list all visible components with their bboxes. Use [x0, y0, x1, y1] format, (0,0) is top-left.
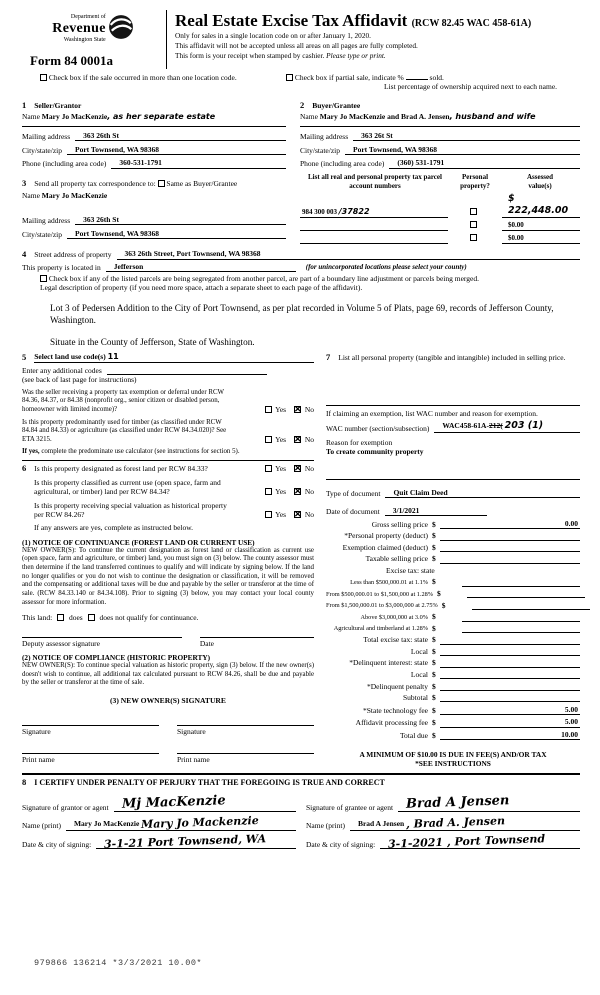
- legal-description-text: Lot 3 of Pedersen Addition to the City of Port Townsend, as per plat recorded in Volume 5 of Plats, page 69, records of Jefferson County, Washington.: [50, 302, 554, 326]
- buyer-phone-label: Phone (including area code): [300, 159, 385, 169]
- tax-row-label: Total due: [399, 730, 428, 740]
- tax-row-value[interactable]: [462, 578, 580, 587]
- owner-print-name-line[interactable]: Print name: [22, 753, 159, 764]
- wac-number-label: WAC number (section/subsection): [326, 423, 430, 433]
- assessed-value-col-header: Assessed value(s): [526, 172, 554, 190]
- tax-row-value[interactable]: 5.00: [440, 705, 580, 715]
- forest-land-question: 6 Is this property designated as forest land per RCW 84.33? Yes ✕ No: [22, 463, 314, 474]
- ownership-percentage-note: List percentage of ownership acquired next to each name.: [384, 82, 558, 92]
- no-checkbox[interactable]: [294, 511, 301, 518]
- form-number: Form 84 0001a: [30, 52, 114, 68]
- grantee-signature-label: Signature of grantee or agent: [306, 802, 394, 812]
- minimum-due-note: A MINIMUM OF $10.00 IS DUE IN FEE(S) AND/OR TAX *SEE INSTRUCTIONS: [359, 750, 547, 769]
- grantor-date-label: Date & city of signing:: [22, 840, 92, 850]
- grantee-signature-field[interactable]: [398, 792, 580, 812]
- multiple-location-option: Check box if the sale occurred in more than one location code.: [40, 73, 280, 92]
- tax-row-value[interactable]: 5.00: [440, 717, 580, 727]
- tax-row-label: Local: [410, 646, 428, 656]
- agency-name: Revenue: [52, 20, 106, 36]
- no-checkbox[interactable]: [294, 465, 301, 472]
- personal-property-instruction: 7 List all personal property (tangible and intangible) included in selling price.: [326, 352, 566, 363]
- owner-print-name-line[interactable]: Print name: [177, 753, 314, 764]
- assessed-value-field[interactable]: $0.00: [502, 234, 580, 244]
- new-owner-signature-title: (3) NEW OWNER(S) SIGNATURE: [110, 695, 226, 705]
- personal-property-checkbox[interactable]: [470, 234, 477, 241]
- tax-row-label: From $1,500,000.01 to $3,000,000 at 2.75%: [326, 602, 438, 610]
- header-note-1: Only for sales in a single location code on or after January 1, 2020.: [175, 30, 371, 40]
- form-title: Real Estate Excise Tax Affidavit (RCW 82.45 WAC 458-61A): [175, 11, 532, 30]
- buyer-name-row: Name Mary Jo MacKenzie and Brad A. Jensen, husband and wife: [300, 112, 536, 122]
- current-use-question: Is this property classified as current use (open space, farm and agricultural, or timber) land per RCW 84.34? Yes ✕ No: [22, 478, 314, 497]
- grantor-signature-label: Signature of grantor or agent: [22, 802, 109, 812]
- buyer-name-value: Mary Jo MacKenzie and Brad A. Jensen: [319, 112, 450, 122]
- parcel-col-header: List all real and personal property tax parcel account numbers: [308, 172, 442, 190]
- grantor-print-field[interactable]: Mary Jo MacKenzie Mary Jo Mackenzie: [66, 816, 296, 831]
- correspondence-mailing-field[interactable]: 363 26th St: [75, 215, 286, 225]
- owner-signature-line[interactable]: Signature: [22, 725, 159, 736]
- seller-city-label: City/state/zip: [22, 145, 62, 155]
- header-note-3: This form is your receipt when stamped by cashier. Please type or print.: [175, 51, 386, 61]
- tax-row-label: *Delinquent interest: state: [349, 658, 428, 668]
- cashier-stamp: 979866 136214 *3/3/2021 10.00*: [34, 958, 203, 969]
- yes-checkbox[interactable]: [265, 436, 272, 443]
- grantee-print-field[interactable]: Brad A Jensen , Brad A. Jensen: [350, 816, 580, 831]
- street-address-label: Street address of property: [34, 250, 112, 260]
- legal-description-label: Legal description of property (if you need more space, attach a separate sheet to each page of the affidavit).: [40, 283, 363, 293]
- multiple-location-checkbox[interactable]: [40, 74, 47, 81]
- partial-sale-percent-field[interactable]: [406, 73, 428, 80]
- buyer-city-field[interactable]: Port Townsend, WA 98368: [345, 145, 580, 155]
- correspondence-mailing-label: Mailing address: [22, 215, 71, 225]
- doc-date-field[interactable]: 3/1/2021: [385, 506, 488, 516]
- tax-row-value[interactable]: [472, 601, 590, 610]
- parcel-row: [300, 193, 580, 218]
- grantee-print-label: Name (print): [306, 821, 345, 831]
- doc-date-label: Date of document: [326, 507, 380, 517]
- county-field[interactable]: Jefferson: [106, 262, 296, 272]
- correspondence-city-label: City/state/zip: [22, 229, 62, 239]
- buyer-mailing-field[interactable]: 363 26t St: [353, 131, 580, 141]
- land-qualify-row: This land: does does not qualify for continuance.: [22, 613, 199, 623]
- tax-row-value[interactable]: [462, 624, 580, 633]
- does-checkbox[interactable]: [57, 614, 64, 621]
- street-address-field[interactable]: 363 26th Street, Port Townsend, WA 98368: [117, 249, 580, 259]
- tax-row-label: Total excise tax: state: [363, 635, 428, 645]
- seller-phone-label: Phone (including area code): [22, 159, 107, 169]
- form-header: [22, 10, 580, 69]
- grantee-certification: [306, 791, 580, 850]
- if-yes-note: If any answers are yes, complete as instructed below.: [34, 523, 194, 533]
- buyer-city-label: City/state/zip: [300, 145, 340, 155]
- tax-row-value[interactable]: [440, 636, 580, 645]
- agency-top-text: Department of: [70, 14, 106, 20]
- buyer-mailing-label: Mailing address: [300, 131, 349, 141]
- type-or-print-note: Please type or print.: [326, 51, 386, 61]
- tax-row-label: *Delinquent penalty: [366, 681, 428, 691]
- tax-row-value[interactable]: [440, 543, 580, 552]
- deputy-assessor-signature-line[interactable]: Deputy assessor signature: [22, 637, 182, 648]
- seller-mailing-label: Mailing address: [22, 131, 71, 141]
- notice-compliance-text: NEW OWNER(S): To continue special valuation as historic property, sign (3) below. If the new owner(s) doesn't wish to continue, all additional tax calculated pursuant to RCW 84.26, shall be due and payable by the seller or transferor at the time of sale.: [22, 662, 314, 687]
- buyer-section-heading: 2 Buyer/Grantee: [300, 99, 361, 110]
- tax-row-label: Agricultural and timberland at 1.28%: [333, 625, 428, 633]
- seller-name-value: Mary Jo MacKenzie: [41, 112, 108, 122]
- assessed-value-field[interactable]: $0.00: [502, 221, 580, 231]
- personal-property-col-header: Personal property?: [460, 172, 490, 190]
- tax-section: 7 List all personal property (tangible and intangible) included in selling price. If claiming an exemption, list WAC number and reason for exemption. WAC number (section/subsection) WAC458-61A-212( 203 (1) Reason for exemption To create community property Type of document Quit Claim Deed Date of document 3/1/2021 Gross selling price $ 0.00 *Personal property (deduct) $ Exemption claimed (deduct) $ Taxable selling price $ Excise tax: state Less than $500,000.01 at 1.1% $ From $500,000.01 to $1,500,000 at 1.28% $ From $1,500,000.01 to $3,000,000 at 2.75% $ Above $3,000,000 at 3.0% $ Agricultural and timberland at 1.28% $ Total excise tax: state $ Local $ *Delinquent interest: state $ Local $ *Delinquent penalty $ Subtotal $ *State technology fee $ 5.00 Affidavit processing fee $ 5.00 Total due $ 10.00 A MINIMUM OF $10.00 IS DUE IN FEE(S) AND/OR TAX *SEE INSTRUCTIONS: [326, 352, 580, 769]
- historic-property-question: Is this property receiving special valuation as historical property per RCW 84.26? Yes ✕ No: [22, 501, 314, 520]
- buyer-phone-field[interactable]: (360) 531-1791: [389, 158, 580, 168]
- grantor-certification: [22, 791, 296, 850]
- header-note-2: This affidavit will not be accepted unless all areas on all pages are fully completed.: [175, 40, 418, 50]
- tax-row-value[interactable]: [440, 555, 580, 564]
- assessed-value-field[interactable]: [502, 193, 580, 218]
- personal-property-checkbox[interactable]: [470, 221, 477, 228]
- reason-exemption-label: Reason for exemption: [326, 437, 393, 447]
- excise-tax-state-header: Excise tax: state: [386, 565, 435, 575]
- grantee-date-label: Date & city of signing:: [306, 840, 376, 850]
- grantor-signature-handwritten: Mj MacKenzie: [121, 792, 226, 812]
- tax-row-label: *State technology fee: [363, 705, 428, 715]
- tax-row-label: Taxable selling price: [365, 554, 428, 564]
- notice-continuance-text: NEW OWNER(S): To continue the current designation as forest land or classification as current use (open space, farm and agriculture, or timber) land, you must sign on (3) below. The county assessor must then determine if the land transferred continues to qualify and will indicate by signing below. If the land no longer qualifies or you do not wish to continue the designation or classification, it will be removed and the compensating or additional taxes will be due and payable by the seller or transferor at the time of sale. (RCW 84.33.140 or 84.34.108). Prior to signing (3) below, you may contact your local county assessor for more information.: [22, 546, 314, 606]
- grantor-date-field[interactable]: [96, 831, 296, 851]
- timber-question: Is this property predominantly used for timber (as classified under RCW 84.84 and 84.33) or agriculture (as classified under RCW 84.34.020)? See ETA 3215. Yes ✕ No: [22, 419, 314, 445]
- revenue-logo-icon: [108, 14, 134, 45]
- land-use-title: Select land use code(s): [34, 352, 106, 362]
- tax-row-value[interactable]: [440, 647, 580, 656]
- no-checkbox[interactable]: [294, 488, 301, 495]
- tax-row-label: Above $3,000,000 at 3.0%: [360, 613, 428, 621]
- parcel-number-field[interactable]: [300, 221, 448, 231]
- rcw-reference: (RCW 82.45 WAC 458-61A): [411, 18, 532, 29]
- personal-property-checkbox[interactable]: [470, 208, 477, 215]
- agency-block: [52, 14, 105, 45]
- parcel-row: [300, 234, 580, 244]
- grantee-print-handwritten: , Brad A. Jensen: [405, 814, 506, 831]
- partial-sale-checkbox[interactable]: [286, 74, 293, 81]
- land-use-section: 5 Select land use code(s) 11 Enter any additional codes (see back of last page for instructions) Was the seller receiving a property tax exemption or deferral under RCW 84.36, 84.37, or 84.38 (nonprofit org., senior citizen or disabled person, homeowner with limited income)? Yes ✕ No Is this property predominantly used for timber (as classified under RCW 84.84 and 84.33) or agriculture (as classified under RCW 84.34.020)? See ETA 3215. Yes ✕ No If yes, complete the predominate use calculator (see instructions for section 5). 6 Is this property designated as forest land per RCW 84.33? Yes ✕ No Is this property classified as current use (open space, farm and agricultural, or timber) land per RCW 84.34? Yes ✕ No Is this property receiving special valuation as historical property per RCW 84.26? Yes ✕ No If any answers are yes, complete as instructed below. (1) NOTICE OF CONTINUANCE (FOREST LAND OR CURRENT USE) NEW OWNER(S): To continue the current designation as forest land or classification as current use (open space, farm and agriculture, or timber) land, you must sign on (3) below. The county assessor must then determine if the land transferred continues to qualify and will indicate by signing below. If the land no longer qualifies or you do not wish to continue the designation or classification, it will be removed and the compensating or additional taxes will be due and payable by the seller or transferor at the time of sale. (RCW 84.33.140 or 84.34.108). Prior to signing (3) below, you may contact your local county assessor for more information. This land: does does not qualify for continuance. Deputy assessor signature Date (2) NOTICE OF COMPLIANCE (HISTORIC PROPERTY) NEW OWNER(S): To continue special valuation as historic property, sign (3) below. If the new owner(s) doesn't wish to continue, all additional tax calculated pursuant to RCW 84.26, shall be due and payable by the seller or transferor at the time of sale. (3) NEW OWNER(S) SIGNATURE Signature Signature Print name Print name: [22, 352, 314, 769]
- correspondence-name-value: Mary Jo MacKenzie: [41, 191, 108, 201]
- wac-struck-text: 212(: [488, 421, 503, 431]
- predominate-use-note: If yes, complete the predominate use calculator (see instructions for section 5).: [22, 447, 240, 455]
- does-not-checkbox[interactable]: [88, 614, 95, 621]
- partial-sale-option: Check box if partial sale, indicate % sold. List percentage of ownership acquired next to each name.: [286, 73, 557, 92]
- grantor-date-handwritten: 3-1-21 Port Townsend, WA: [103, 831, 267, 851]
- tax-row-value[interactable]: [467, 589, 585, 598]
- owner-signature-line[interactable]: Signature: [177, 725, 314, 736]
- wac-handwritten: 203 (1): [504, 420, 544, 432]
- seller-name-handwritten: , as her separate estate: [107, 112, 216, 122]
- no-checkbox[interactable]: [294, 406, 301, 413]
- segregated-checkbox[interactable]: [40, 275, 47, 282]
- yes-checkbox[interactable]: [265, 406, 272, 413]
- tax-row-label: Affidavit processing fee: [355, 718, 428, 728]
- buyer-name-handwritten: , husband and wife: [449, 112, 536, 122]
- parcel-table: [300, 173, 580, 244]
- tax-row-label: Less than $500,000.01 at 1.1%: [350, 578, 428, 586]
- see-back-note: (see back of last page for instructions): [22, 375, 137, 385]
- located-in-label: This property is located in: [22, 262, 101, 272]
- tax-row-value[interactable]: [440, 682, 580, 691]
- correspondence-name-row: Name Mary Jo MacKenzie: [22, 191, 108, 201]
- tax-row-label: Local: [410, 669, 428, 679]
- tax-row-label: *Personal property (deduct): [344, 531, 428, 541]
- yes-checkbox[interactable]: [265, 488, 272, 495]
- parcel-number-handwritten: /37822: [338, 207, 370, 216]
- wac-number-field[interactable]: WAC458-61A-212( 203 (1): [434, 420, 580, 433]
- grantee-date-field[interactable]: [380, 831, 580, 851]
- segregated-option: Check box if any of the listed parcels are being segregated from another parcel, are part of a boundary line adjustment or parcels being merged.: [22, 274, 580, 283]
- tax-row-value[interactable]: [462, 613, 580, 622]
- same-as-buyer-checkbox[interactable]: [158, 180, 165, 187]
- parcel-row: [300, 221, 580, 231]
- property-section: 4 Street address of property 363 26th Street, Port Townsend, WA 98368 This property is located in Jefferson (for unincorporated locations please select your county) Check box if any of the listed parcels are being segregated from another parcel, are part of a boundary line adjustment or parcels being merged. Legal description of property (if you need more space, attach a separate sheet to each page of the affidavit). Lot 3 of Pedersen Addition to the City of Port Townsend, as per plat recorded in Volume 5 of Plats, page 69, records of Jefferson County, Washington. Situate in the County of Jefferson, State of Washington.: [22, 249, 580, 348]
- tax-row-value[interactable]: 10.00: [440, 730, 580, 740]
- tax-row-value[interactable]: [440, 659, 580, 668]
- assessed-value-handwritten: $ 222,448.00: [508, 193, 569, 217]
- grantor-print-label: Name (print): [22, 821, 61, 831]
- grantor-print-handwritten: Mary Jo Mackenzie: [141, 813, 260, 831]
- tax-row-label: Subtotal: [402, 693, 428, 703]
- situate-text: Situate in the County of Jefferson, State of Washington.: [50, 336, 255, 347]
- parcel-number-field[interactable]: [300, 234, 448, 244]
- tax-row-value[interactable]: [440, 670, 580, 679]
- correspondence-section-heading: 3 Send all property tax correspondence to: Same as Buyer/Grantee: [22, 177, 238, 188]
- additional-codes-label: Enter any additional codes: [22, 366, 102, 376]
- exemption-instruction: If claiming an exemption, list WAC number and reason for exemption.: [326, 408, 538, 418]
- parcel-number-field[interactable]: 984 300 003 /37822: [300, 207, 448, 218]
- tax-row-label: From $500,000.01 to $1,500,000 at 1.28%: [326, 590, 434, 598]
- grantee-date-handwritten: 3-1-2021 , Port Townsend: [387, 831, 546, 851]
- same-as-buyer-label: Same as Buyer/Grantee: [166, 178, 238, 188]
- certify-heading: 8 I CERTIFY UNDER PENALTY OF PERJURY THAT THE FOREGOING IS TRUE AND CORRECT: [22, 776, 385, 787]
- seller-name-row: Name Mary Jo MacKenzie, as her separate estate: [22, 112, 216, 122]
- reason-exemption-value[interactable]: To create community property: [326, 447, 424, 457]
- seller-city-field[interactable]: Port Townsend, WA 98368: [67, 145, 286, 155]
- tax-row-label: Gross selling price: [371, 519, 428, 529]
- no-checkbox[interactable]: [294, 436, 301, 443]
- agency-subtitle: Washington State: [63, 37, 106, 43]
- buyer-section: [300, 94, 580, 245]
- notice-compliance-title: (2) NOTICE OF COMPLIANCE (HISTORIC PROPERTY): [22, 652, 211, 662]
- yes-checkbox[interactable]: [265, 511, 272, 518]
- yes-checkbox[interactable]: [265, 465, 272, 472]
- tax-row-value[interactable]: [440, 693, 580, 702]
- additional-codes-field[interactable]: [107, 366, 267, 375]
- doc-type-field[interactable]: Quit Claim Deed: [385, 488, 580, 498]
- tax-row-label: Exemption claimed (deduct): [342, 542, 428, 552]
- deputy-date-line[interactable]: Date: [200, 637, 314, 648]
- land-use-code-value[interactable]: 11: [107, 352, 119, 362]
- seller-phone-field[interactable]: 360-531-1791: [111, 158, 286, 168]
- seller-mailing-field[interactable]: 363 26th St: [75, 131, 286, 141]
- seller-section: [22, 94, 286, 245]
- grantor-signature-field[interactable]: [114, 792, 296, 812]
- correspondence-city-field[interactable]: Port Townsend, WA 98368: [67, 229, 286, 239]
- unincorporated-note: (for unincorporated locations please select your county): [305, 263, 467, 272]
- exemption-question: Was the seller receiving a property tax exemption or deferral under RCW 84.36, 84.37, or 84.38 (nonprofit org., senior citizen or disabled person, homeowner with limited income)? Yes ✕ No: [22, 389, 314, 415]
- grantee-signature-handwritten: Brad A Jensen: [405, 792, 510, 812]
- tax-row-value[interactable]: [440, 532, 580, 541]
- tax-row-value[interactable]: 0.00: [440, 519, 580, 529]
- notice-continuance-title: (1) NOTICE OF CONTINUANCE (FOREST LAND OR CURRENT USE): [22, 537, 255, 547]
- header-divider: [166, 10, 167, 69]
- seller-section-heading: 1 Seller/Grantor: [22, 99, 82, 110]
- doc-type-label: Type of document: [326, 488, 381, 498]
